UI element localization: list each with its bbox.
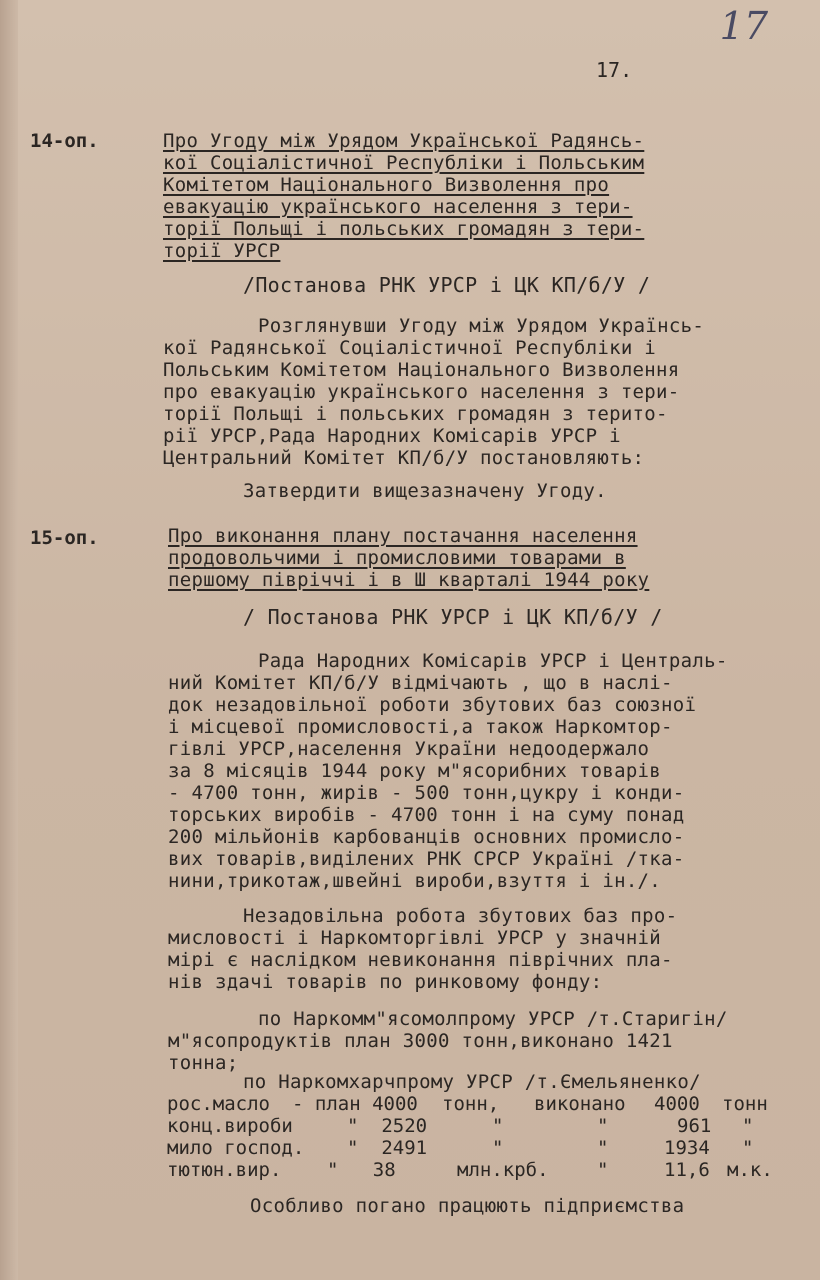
section-14-marker: 14-оп. [30,130,99,152]
handwritten-page-number: 17 [719,4,768,48]
section-14-resolution: /Постанова РНК УРСР і ЦК КП/б/У / [243,273,651,297]
section-15-para2-line: мисловості і Наркомторгівлі УРСР у значній [168,927,662,949]
section-14-title-line: торії УРСР [163,240,281,262]
section-15-para2-line: нів здачі товарів по ринковому фонду: [168,971,603,993]
section-14-body-line: кої Радянської Соціалістичної Республіки і [163,337,657,359]
food-plan: " 38 [327,1159,396,1181]
section-15-para1-line: вих товарів,виділених РНК СРСР Україні /тка- [168,848,685,870]
page-edge-shadow [0,0,18,1280]
section-15-para1-line: док незадовільної роботи збутових баз союзної [168,694,697,716]
food-unit: " [492,1137,504,1159]
section-15-para1-line: нини,трикотаж,швейні вироби,взуття і ін./. [168,870,662,892]
food-item: конц.вироби [167,1115,293,1137]
food-item: мило господ. [167,1137,305,1159]
food-table-row [167,1137,787,1161]
food-unit: " [492,1115,504,1137]
food-done-unit: м.к. [727,1159,773,1181]
food-done-unit: тонн [722,1093,768,1115]
food-item: тютюн.вир. [167,1159,282,1181]
section-15-resolution: / Постанова РНК УРСР і ЦК КП/б/У / [243,605,663,629]
section-15-para1-line: і місцевої промисловості,а також Наркомтор- [168,716,673,738]
section-15-para1-line: Рада Народних Комісарів УРСР і Централь- [258,650,728,672]
meat-industry-line: по Наркомм"ясомолпрому УРСР /т.Старигін/ [258,1008,728,1030]
section-14-body-line: рії УРСР,Рада Народних Комісарів УРСР і [163,425,621,447]
section-15-para1-line: 200 мільйонів карбованців основних промисло- [168,826,685,848]
food-done-label: " [597,1159,609,1181]
section-14-body-line: Польським Комітетом Національного Визволення [163,359,680,381]
food-done-label: " [597,1115,609,1137]
section-15-para1-line: торських виробів - 4700 тонн і на суму понад [168,804,685,826]
section-15-para1-line: гівлі УРСР,населення України недоодержало [168,738,650,760]
section-15-marker: 15-оп. [30,527,99,549]
section-15-para2-line: мірі є наслідком невиконання піврічних пла- [168,949,673,971]
section-15-para1-line: - 4700 тонн, жирів - 500 тонн,цукру і конди- [168,782,685,804]
food-unit: тонн, [442,1093,500,1115]
meat-industry-line: тонна; [168,1052,239,1074]
section-14-title-line: Комітетом Національного Визволення про [163,174,610,196]
food-done: 1934 [664,1137,710,1159]
section-15-title-line: Про виконання плану постачання населення [168,525,638,547]
food-table-row [167,1093,787,1117]
section-14-body-line: про евакуацію українського населення з тери- [163,381,680,403]
section-15-para2-line: Незадовільна робота збутових баз про- [243,905,678,927]
page-number: 17. [596,58,633,82]
food-table-row [167,1115,787,1139]
section-14-body-line: Центральний Комітет КП/б/У постановляють: [163,447,645,469]
food-plan: - план 4000 [292,1093,418,1115]
food-table-row [167,1159,787,1183]
meat-industry-line: м"ясопродуктів план 3000 тонн,виконано 1421 [168,1030,673,1052]
section-15-title-line: продовольчими і промисловими товарами в [168,547,626,569]
food-industry-lead: по Наркомхарчпрому УРСР /т.Ємельяненко/ [243,1071,701,1093]
food-done: 961 [677,1115,712,1137]
food-done-label: виконано [534,1093,626,1115]
food-plan: " 2520 [347,1115,428,1137]
food-unit: млн.крб. [457,1159,549,1181]
section-14-decision: Затвердити вищезазначену Угоду. [243,480,607,502]
food-item: рос.масло [167,1093,270,1115]
closing-line: Особливо погано працюють підприємства [250,1195,685,1217]
section-14-title-line: евакуацію українського населення з тери- [163,196,633,218]
section-15-para1-line: за 8 місяців 1944 року м"ясорибних товарів [168,760,662,782]
section-14-title-line: кої Соціалістичної Республіки і Польським [163,152,645,174]
food-done: 4000 [654,1093,700,1115]
section-14-title-line: Про Угоду між Урядом Української Радянсь- [163,130,645,152]
section-15-para1-line: ний Комітет КП/б/У відмічають , що в наслі- [168,672,673,694]
food-done: 11,6 [664,1159,710,1181]
section-14-body-line: Розглянувши Угоду між Урядом Українсь- [258,315,705,337]
food-plan: " 2491 [347,1137,428,1159]
food-done-label: " [597,1137,609,1159]
food-done-unit: " [742,1115,754,1137]
section-14-title-line: торії Польщі і польських громадян з тери- [163,218,645,240]
section-14-body-line: торії Польщі і польських громадян з терито- [163,403,668,425]
section-15-title-line: першому півріччі і в Ш кварталі 1944 року [168,569,650,591]
food-done-unit: " [742,1137,754,1159]
